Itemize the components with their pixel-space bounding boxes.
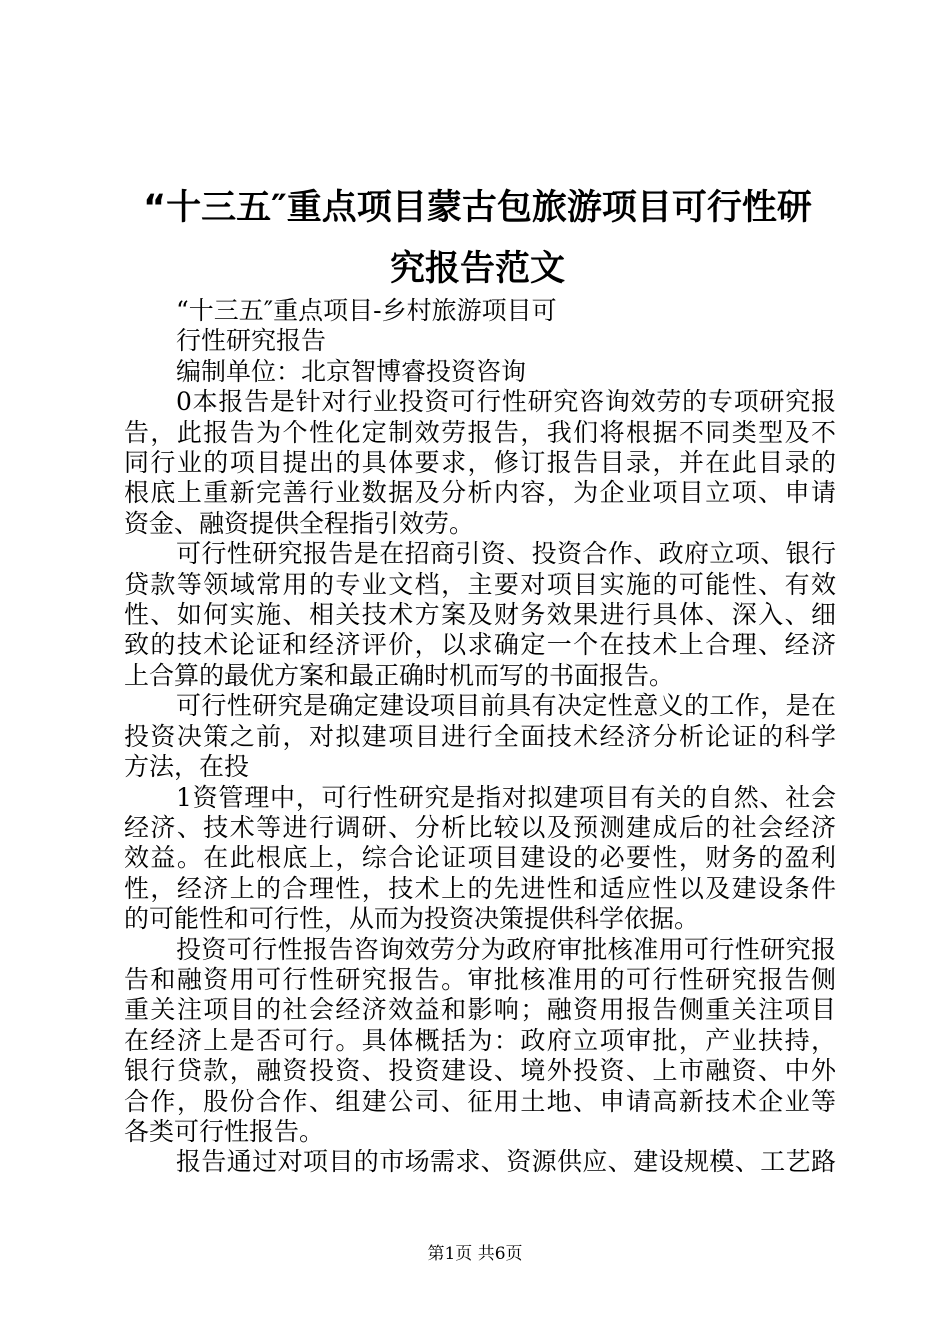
body-line: 致的技术论证和经济评价，以求确定一个在技术上合理、经济: [124, 630, 836, 660]
body-line: 可行性研究报告是在招商引资、投资合作、政府立项、银行: [176, 539, 836, 569]
body-line: 在经济上是否可行。具体概括为：政府立项审批，产业扶持，: [124, 1025, 836, 1055]
body-line: 银行贷款，融资投资、投资建设、境外投资、上市融资、中外: [124, 1056, 836, 1086]
body-line: 1资管理中，可行性研究是指对拟建项目有关的自然、社会: [176, 782, 836, 812]
body-line: 同行业的项目提出的具体要求，修订报告目录，并在此目录的: [124, 448, 836, 478]
body-line: 投资可行性报告咨询效劳分为政府审批核准用可行性研究报: [176, 934, 836, 964]
body-line: 告，此报告为个性化定制效劳报告，我们将根据不同类型及不: [124, 417, 836, 447]
body-line: 合作，股份合作、组建公司、征用土地、申请高新技术企业等: [124, 1086, 836, 1116]
page-footer: 第1页 共6页: [427, 1244, 523, 1264]
body-line: 资金、融资提供全程指引效劳。: [124, 508, 475, 538]
body-line: 报告通过对项目的市场需求、资源供应、建设规模、工艺路: [176, 1147, 836, 1177]
body-line: 投资决策之前，对拟建项目进行全面技术经济分析论证的科学: [124, 721, 836, 751]
document-body: [124, 296, 836, 1178]
body-line: “十三五″重点项目-乡村旅游项目可: [176, 296, 557, 325]
body-line: 可行性研究是确定建设项目前具有决定性意义的工作，是在: [176, 691, 836, 721]
document-title: [120, 178, 835, 300]
body-line: 各类可行性报告。: [124, 1116, 325, 1146]
body-line: 告和融资用可行性研究报告。审批核准用的可行性研究报告侧: [124, 964, 836, 994]
body-line: 编制单位：北京智博睿投资咨询: [176, 356, 527, 386]
body-line: 性、如何实施、相关技术方案及财务效果进行具体、深入、细: [124, 600, 836, 630]
title-line-2: 究报告范文: [389, 249, 565, 289]
body-line: 重关注项目的社会经济效益和影响；融资用报告侧重关注项目: [124, 995, 836, 1025]
body-line: 贷款等领域常用的专业文档，主要对项目实施的可能性、有效: [124, 569, 836, 599]
body-line: 的可能性和可行性，从而为投资决策提供科学依据。: [124, 904, 700, 934]
body-line: 0本报告是针对行业投资可行性研究咨询效劳的专项研究报: [176, 387, 836, 417]
body-line: 行性研究报告: [176, 326, 327, 356]
title-line-1: “十三五″重点项目蒙古包旅游项目可行性研: [143, 188, 812, 228]
body-line: 性，经济上的合理性，技术上的先进性和适应性以及建设条件: [124, 873, 836, 903]
body-line: 方法，在投: [124, 752, 250, 782]
body-line: 效益。在此根底上，综合论证项目建设的必要性，财务的盈利: [124, 843, 836, 873]
body-line: 经济、技术等进行调研、分析比较以及预测建成后的社会经济: [124, 812, 836, 842]
body-line: 上合算的最优方案和最正确时机而写的书面报告。: [124, 660, 675, 690]
body-line: 根底上重新完善行业数据及分析内容，为企业项目立项、申请: [124, 478, 836, 508]
